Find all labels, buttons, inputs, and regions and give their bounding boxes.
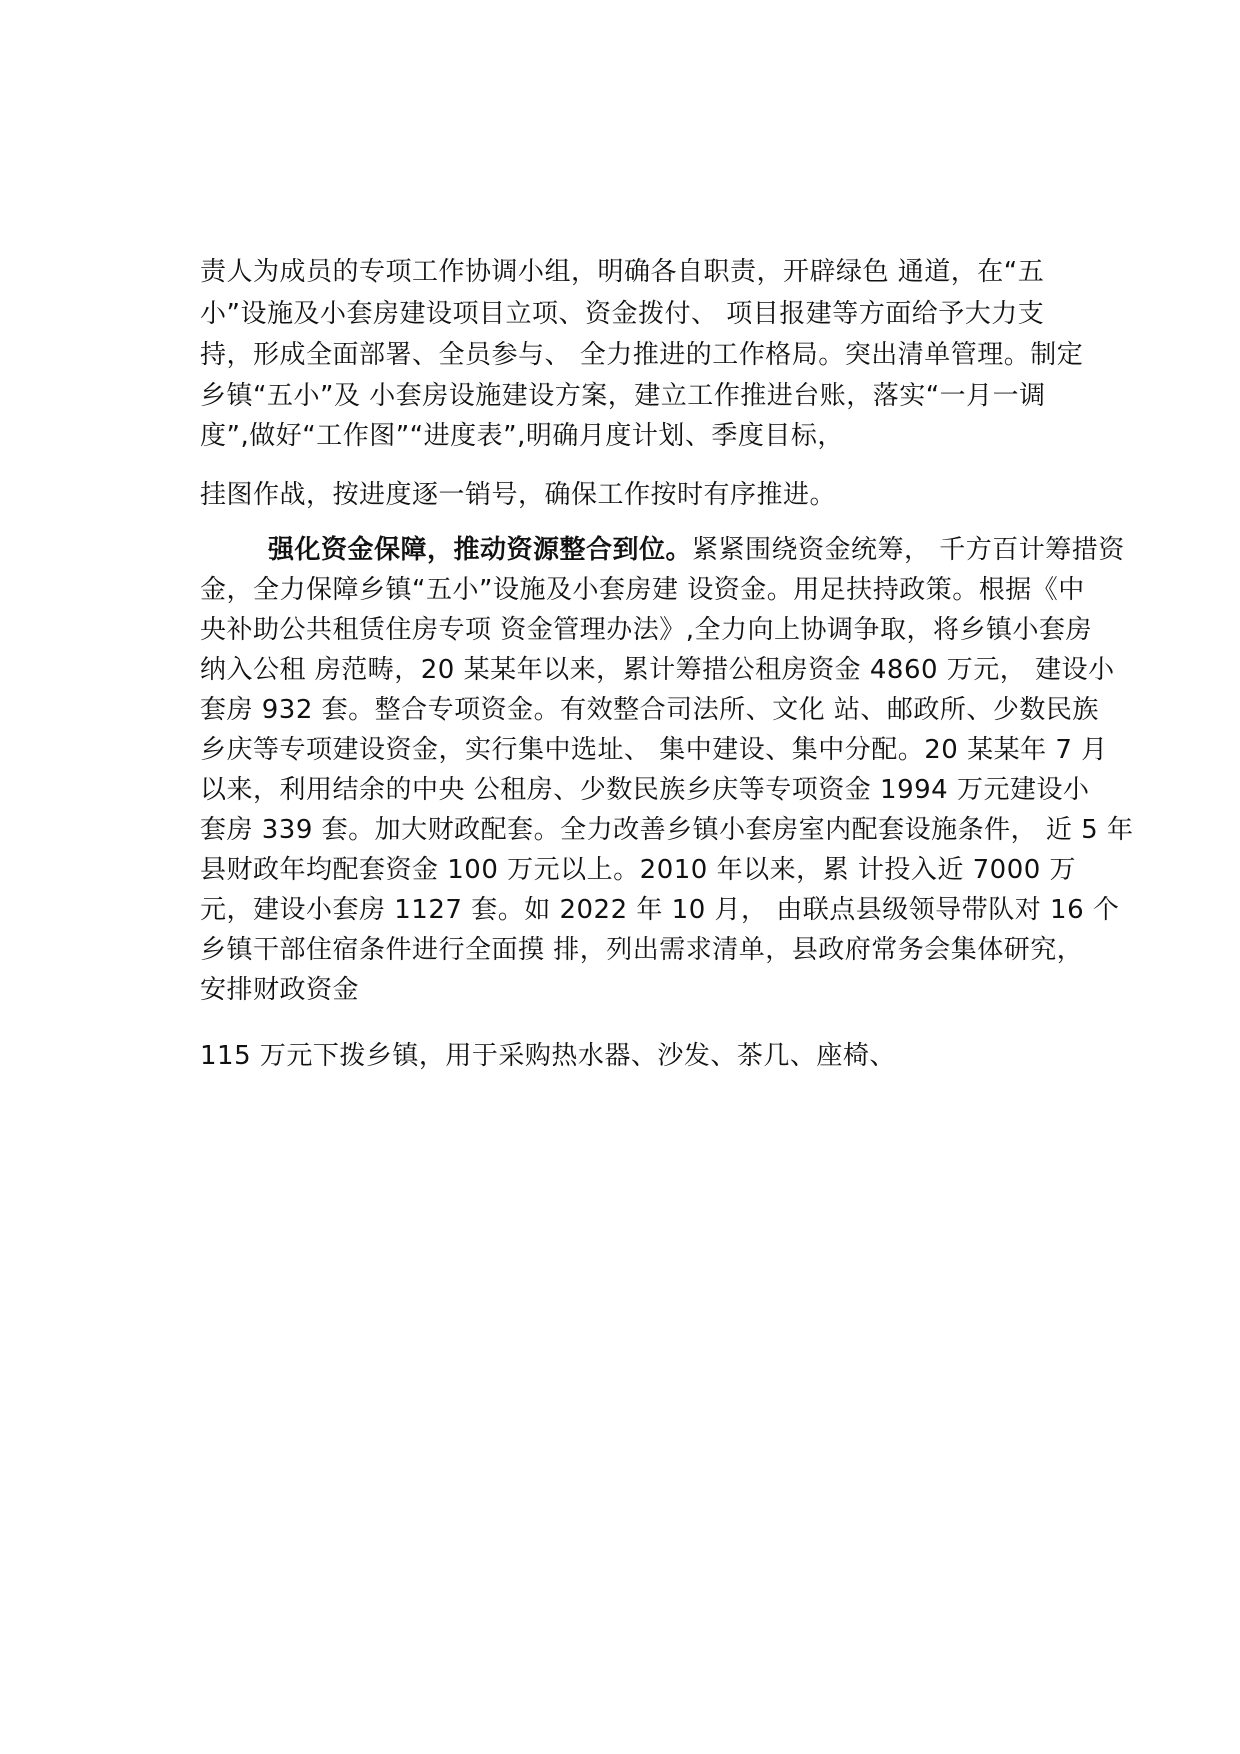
- paragraph-text: 紧紧围绕资金统筹， 千方百计筹措资: [692, 535, 1125, 565]
- paragraph-line: 乡庆等专项建设资金，实行集中选址、 集中建设、集中分配。20 某某年 7 月: [200, 735, 1108, 765]
- paragraph-line: 挂图作战，按进度逐一销号，确保工作按时有序推进。: [200, 480, 837, 510]
- paragraph-first-line: [268, 530, 1125, 570]
- paragraph-line: 套房 339 套。加大财政配套。全力改善乡镇小套房室内配套设施条件， 近 5 年: [200, 815, 1134, 845]
- paragraph-line: 安排财政资金: [200, 975, 360, 1005]
- paragraph-line: 金，全力保障乡镇“五小”设施及小套房建 设资金。用足扶持政策。根据《中: [200, 575, 1085, 605]
- paragraph-line: 乡镇“五小”及 小套房设施建设方案，建立工作推进台账，落实“一月一调: [200, 381, 1046, 411]
- paragraph-line: 持，形成全面部署、全员参与、 全力推进的工作格局。突出清单管理。制定: [200, 340, 1084, 370]
- paragraph-line: 元，建设小套房 1127 套。如 2022 年 10 月， 由联点县级领导带队对 16 个: [200, 895, 1120, 925]
- paragraph-line: 责人为成员的专项工作协调小组，明确各自职责，开辟绿色 通道，在“五: [200, 257, 1045, 287]
- paragraph-line: 度”,做好“工作图”“进度表”,明确月度计划、季度目标，: [200, 421, 844, 451]
- paragraph-line: 以来，利用结余的中央 公租房、少数民族乡庆等专项资金 1994 万元建设小: [200, 775, 1090, 805]
- paragraph-line: 纳入公租 房范畴，20 某某年以来，累计筹措公租房资金 4860 万元， 建设小: [200, 655, 1115, 685]
- paragraph-line: 县财政年均配套资金 100 万元以上。2010 年以来，累 计投入近 7000 万: [200, 855, 1077, 885]
- paragraph-line: 套房 932 套。整合专项资金。有效整合司法所、文化 站、邮政所、少数民族: [200, 695, 1099, 725]
- paragraph-line: 小”设施及小套房建设项目立项、资金拨付、 项目报建等方面给予大力支: [200, 299, 1045, 329]
- paragraph-heading: 强化资金保障，推动资源整合到位。: [268, 535, 693, 565]
- paragraph-line: 乡镇干部住宿条件进行全面摸 排，列出需求清单，县政府常务会集体研究，: [200, 935, 1084, 965]
- paragraph-line: 央补助公共租赁住房专项 资金管理办法》,全力向上协调争取，将乡镇小套房: [200, 615, 1093, 645]
- paragraph-line: 115 万元下拨乡镇，用于采购热水器、沙发、茶几、座椅、: [200, 1041, 896, 1071]
